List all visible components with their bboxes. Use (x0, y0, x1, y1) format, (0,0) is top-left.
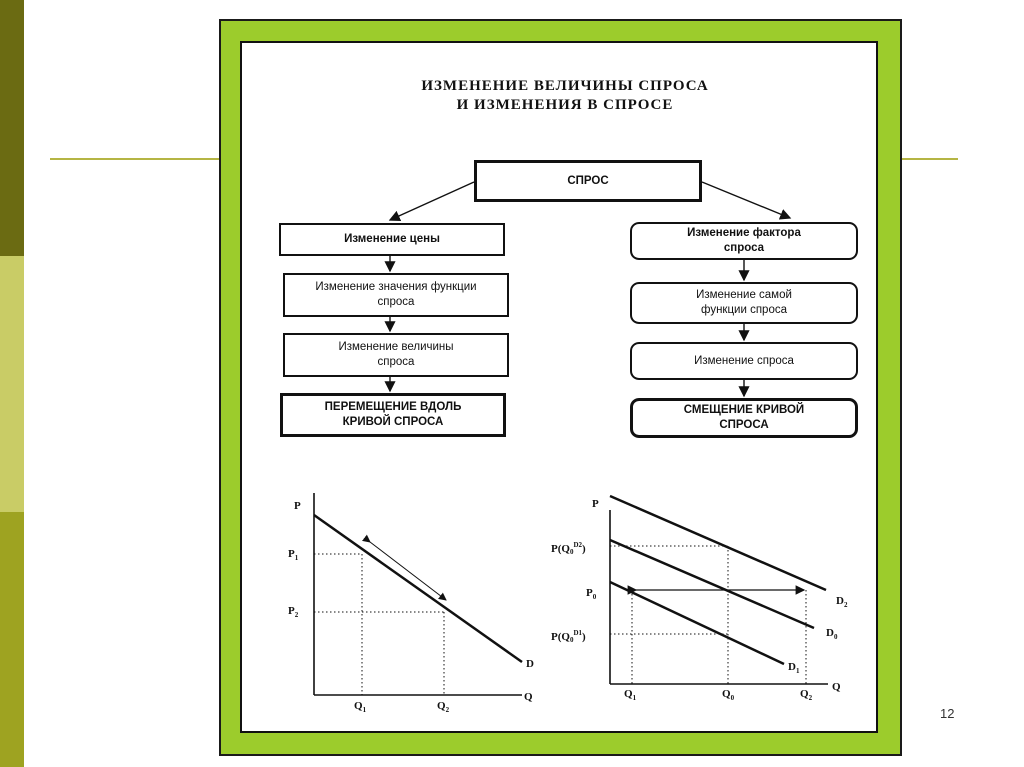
right-graph (551, 496, 848, 702)
right-tick-p-d2: $P(Q0^{D2})$ (551, 541, 586, 556)
title-line-1: ИЗМЕНЕНИЕ ВЕЛИЧИНЫ СПРОСА (421, 78, 709, 94)
left-demand-curve (314, 515, 522, 662)
demand-factor-change-box: Изменение фактора спроса (630, 222, 858, 260)
right-curve-label-d2: $D_2$ (836, 595, 848, 609)
right-curve-d1 (610, 582, 784, 664)
right-tick-q1: $Q_1$ (624, 688, 637, 702)
left-graph (288, 493, 534, 714)
movement-along-curve-box: ПЕРЕМЕЩЕНИЕ ВДОЛЬ КРИВОЙ СПРОСА (280, 393, 506, 437)
right-tick-p0: $P_0$ (586, 587, 597, 601)
left-tick-p1: $P_1$ (288, 548, 299, 562)
right-curve-label-d1: $D_1$ (788, 661, 800, 675)
slide-number: 12 (940, 706, 955, 721)
left-movement-arrow (370, 542, 446, 600)
left-tick-q2: $Q_2$ (437, 700, 450, 714)
left-tick-q1: $Q_1$ (354, 700, 367, 714)
right-curve-d2 (610, 496, 826, 590)
left-x-axis-label: Q (524, 691, 533, 703)
demand-change-box: Изменение спроса (630, 342, 858, 380)
demand-function-value-change-box: Изменение значения функции спроса (283, 273, 509, 317)
right-y-axis-label: P (592, 498, 599, 510)
right-tick-q0: $Q_0$ (722, 688, 735, 702)
price-change-box: Изменение цены (279, 223, 505, 256)
right-tick-p-d1: $P(Q0^{D1})$ (551, 629, 586, 644)
demand-function-change-box: Изменение самой функции спроса (630, 282, 858, 324)
demand-root-box: СПРОС (474, 160, 702, 202)
left-tick-p2: $P_2$ (288, 605, 299, 619)
quantity-demanded-change-box: Изменение величины спроса (283, 333, 509, 377)
right-tick-q2: $Q_2$ (800, 688, 813, 702)
arrow-root-to-factor (702, 182, 790, 218)
left-y-axis-label: P (294, 500, 301, 512)
curve-shift-box: СМЕЩЕНИЕ КРИВОЙ СПРОСА (630, 398, 858, 438)
arrow-root-to-price (390, 182, 474, 220)
right-curve-d0 (610, 540, 814, 628)
title-line-2: И ИЗМЕНЕНИЯ В СПРОСЕ (456, 97, 674, 113)
right-curve-label-d0: $D_0$ (826, 627, 838, 641)
left-curve-label: D (526, 658, 534, 670)
right-x-axis-label: Q (832, 681, 841, 693)
